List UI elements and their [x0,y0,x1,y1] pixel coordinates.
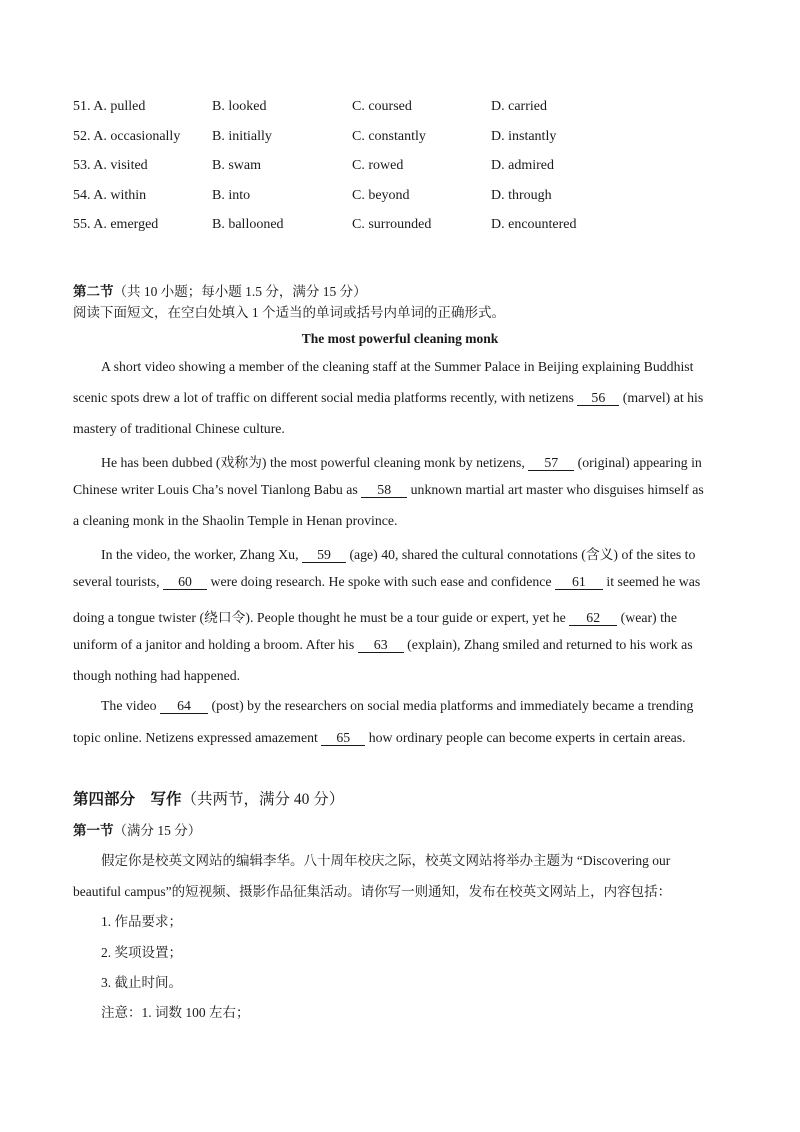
text-run: In the video, the worker, Zhang Xu, [101,547,299,562]
passage-line [101,698,693,714]
option-a: A. occasionally [93,129,181,144]
option-row [73,188,146,204]
list-item: 1. 作品要求； [101,914,182,929]
option-row [73,129,180,145]
question-number: 55. [73,217,91,232]
section-heading [73,280,367,300]
option-row [73,158,148,174]
passage-line [73,482,704,498]
option-b: B. initially [212,129,272,144]
text-run: several tourists, [73,574,160,589]
passage-line [73,637,693,653]
option-a: A. emerged [93,217,159,232]
text-run: uniform of a janitor and holding a broom. After his [73,637,355,652]
part-heading [73,787,344,809]
option-b: B. looked [212,99,267,114]
text-run: it seemed he was [606,574,701,589]
passage-line [73,730,686,746]
text-run: unknown martial art master who disguises himself as [410,482,704,497]
prompt-line: beautiful campus”的短视频、摄影作品征集活动。请你写一则通知，发布在校英文网站上，内容包括： [73,884,672,899]
text-run: He has been dubbed (戏称为) the most powerful cleaning monk by netizens, [101,455,525,470]
text-run: how ordinary people can become experts in certain areas. [368,730,686,745]
text-run: scenic spots drew a lot of traffic on different social media platforms recently, with netizens [73,390,574,405]
passage-line: mastery of traditional Chinese culture. [73,421,285,436]
option-a: A. visited [93,158,148,173]
passage-title: The most powerful cleaning monk [301,331,499,346]
option-a: A. within [93,188,147,203]
blank-60[interactable]: 60 [163,574,207,590]
option-c: C. rowed [352,158,404,173]
prompt-line: 假定你是校英文网站的编辑李华。八十周年校庆之际，校英文网站将举办主题为 “Discovering our [101,853,671,868]
option-b: B. swam [212,158,261,173]
option-b: B. into [212,188,251,203]
option-d: D. instantly [491,129,557,144]
option-row [73,217,158,233]
blank-62[interactable]: 62 [569,610,617,626]
text-run: (age) 40, shared the cultural connotations (含义) of the sites to [349,547,696,562]
text-run: (original) appearing in [577,455,702,470]
blank-63[interactable]: 63 [358,637,404,653]
option-d: D. carried [491,99,547,114]
part-label: 第四部分 写作 [73,791,182,808]
question-number: 54. [73,188,91,203]
question-number: 53. [73,158,91,173]
option-a: A. pulled [93,99,146,114]
text-run: (marvel) at his [622,390,704,405]
passage-line [101,451,702,471]
text-run: The video [101,698,157,713]
question-number: 52. [73,129,91,144]
blank-65[interactable]: 65 [321,730,365,746]
text-run: were doing research. He spoke with such ease and confidence [210,574,552,589]
option-d: D. encountered [491,217,577,232]
part-note: （共两节，满分 40 分） [181,791,345,808]
option-c: C. beyond [352,188,410,203]
text-run: doing a tongue twister (绕口令). People thought he must be a tour guide or expert, yet he [73,610,566,625]
list-item: 3. 截止时间。 [101,975,182,990]
section-heading [73,819,201,839]
text-run: (explain), Zhang smiled and returned to his work as [407,637,693,652]
option-d: D. through [491,188,552,203]
blank-61[interactable]: 61 [555,574,603,590]
section-label: 第一节 [73,823,114,838]
option-d: D. admired [491,158,554,173]
section-note: （共 10 小题；每小题 1.5 分，满分 15 分） [113,284,367,299]
passage-line [73,390,703,406]
section-label: 第二节 [73,284,114,299]
question-number: 51. [73,99,91,114]
passage-line: A short video showing a member of the cleaning staff at the Summer Palace in Beijing explaining Buddhist [101,359,694,374]
option-b: B. ballooned [212,217,284,232]
text-run: Chinese writer Louis Cha’s novel Tianlong Babu as [73,482,358,497]
passage-line [73,574,700,590]
passage-line [73,606,677,626]
option-c: C. surrounded [352,217,432,232]
option-c: C. coursed [352,99,412,114]
blank-58[interactable]: 58 [361,482,407,498]
section-note: （满分 15 分） [113,823,202,838]
section-instruction: 阅读下面短文，在空白处填入 1 个适当的单词或括号内单词的正确形式。 [73,305,505,320]
blank-64[interactable]: 64 [160,698,208,714]
blank-56[interactable]: 56 [577,390,619,406]
text-run: (wear) the [620,610,677,625]
note-line: 注意：1. 词数 100 左右； [101,1005,250,1020]
blank-57[interactable]: 57 [528,455,574,471]
text-run: topic online. Netizens expressed amazement [73,730,318,745]
passage-line: a cleaning monk in the Shaolin Temple in Henan province. [73,513,398,528]
option-c: C. constantly [352,129,426,144]
passage-line: though nothing had happened. [73,668,241,683]
option-row [73,99,145,115]
list-item: 2. 奖项设置； [101,945,182,960]
passage-line [101,543,695,563]
text-run: (post) by the researchers on social media platforms and immediately became a trending [211,698,694,713]
blank-59[interactable]: 59 [302,547,346,563]
